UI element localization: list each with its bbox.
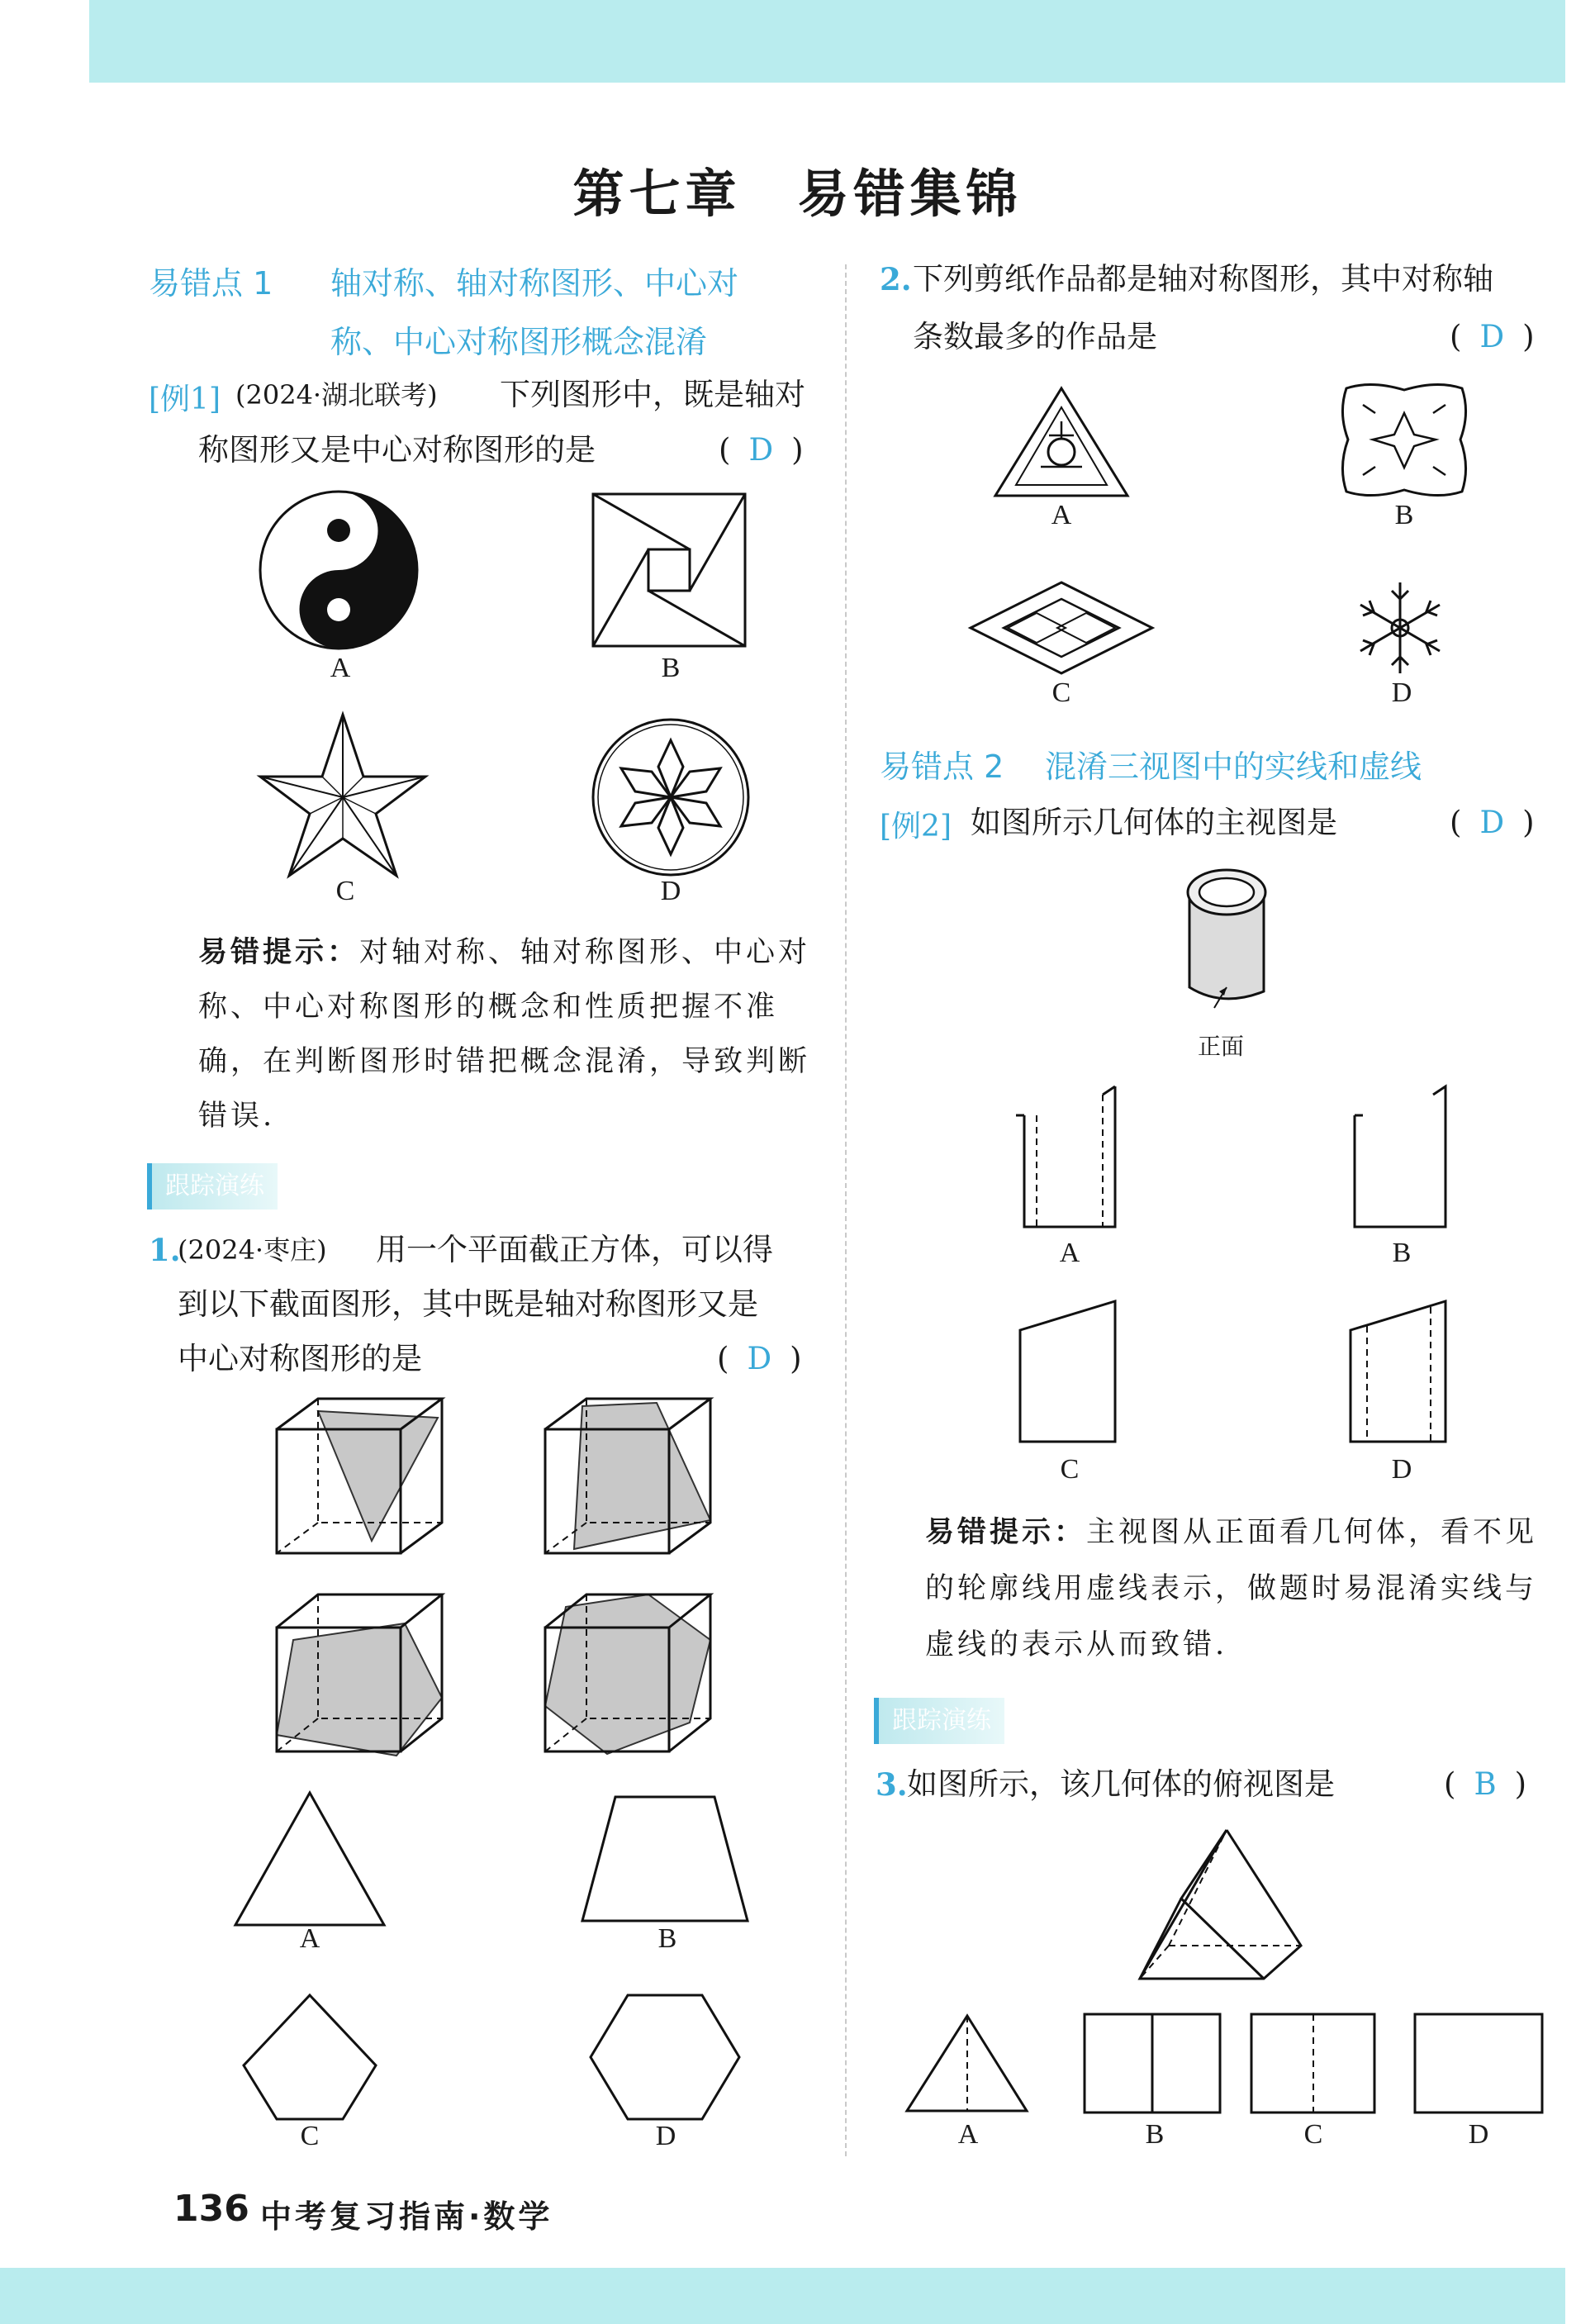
q1-source: (2024·枣庄) [178,1234,327,1266]
figure-star [256,711,430,876]
example1-answer: D [748,432,774,468]
tip1-line3: 确，在判断图形时错把概念混淆，导致判断 [198,1045,811,1078]
example2-label: [例2] [880,810,952,844]
tip1-label: 易错提示： [198,936,360,969]
example1-source: (2024·湖北联考) [235,379,438,411]
tip2-line3: 虚线的表示从而致错. [925,1628,1228,1661]
q1-line3: 中心对称图形的是 [178,1341,422,1376]
q2-option-a: A [1051,500,1072,530]
tip2-line2: 的轮廓线用虚线表示，做题时易混淆实线与 [925,1572,1538,1605]
example2-option-d-view [1346,1297,1454,1446]
q3-option-b-view [1082,2012,1222,2115]
papercut-diamond-maze [966,578,1156,677]
section1-tag: 易错点 1 [149,265,273,302]
q2-option-b: B [1394,500,1414,530]
example1-option-c: C [335,876,355,906]
example1-label: [例1] [149,383,221,416]
example2-answer: D [1479,805,1505,840]
q1-option-c-pentagon [240,1991,380,2123]
example2-text: 如图所示几何体的主视图是 [971,805,1337,840]
section2-title: 混淆三视图中的实线和虚线 [1045,749,1422,785]
q3-number: 3. [876,1766,908,1803]
q1-option-b-trapezoid [578,1793,752,1925]
example1-text-line2: 称图形又是中心对称图形的是 [198,432,596,468]
q2-line2: 条数最多的作品是 [913,319,1157,354]
tip1-line1: 易错提示：对轴对称、轴对称图形、中心对 [198,936,811,969]
example1-answer-bracket: ( D ) [719,432,804,468]
q2-option-d: D [1391,677,1412,708]
q3-option-c-view [1249,2012,1377,2115]
q2-line1: 下列剪纸作品都是轴对称图形，其中对称轴 [913,261,1493,297]
example2-option-c-view [1016,1297,1123,1446]
q3-answer: B [1474,1766,1497,1802]
q3-option-d-view [1412,2012,1545,2115]
papercut-square-star [1338,380,1470,500]
q3-option-a-view [903,2012,1031,2115]
section1-title-line1: 轴对称、轴对称图形、中心对 [330,265,739,302]
q3-text: 如图所示，该几何体的俯视图是 [907,1766,1335,1802]
figure-pinwheel-square [591,492,748,649]
example1-text-line1: 下列图形中，既是轴对 [500,377,805,412]
figure-flower-circle [591,717,752,878]
papercut-triangle-knot [991,384,1132,500]
section2-tag: 易错点 2 [880,749,1004,785]
q3-option-a: A [957,2119,979,2150]
q2-answer-bracket: ( D ) [1450,319,1535,354]
page-right-margin [1565,0,1595,2324]
page-bottom-band [0,2268,1595,2324]
track-label-left: 跟踪演练 [147,1163,278,1210]
q1-answer-bracket: ( D ) [717,1341,802,1376]
tip2-line1: 易错提示：主视图从正面看几何体，看不见 [925,1516,1538,1549]
q2-answer: D [1479,319,1505,354]
book-title: 中考复习指南·数学 [260,2198,553,2235]
papercut-snowflake [1346,578,1454,677]
q3-answer-bracket: ( B ) [1444,1766,1527,1802]
hollow-cylinder-figure [1181,863,1289,1012]
example2-option-a-view [1012,1082,1119,1231]
track-label-right: 跟踪演练 [874,1698,1004,1744]
q2-number: 2. [880,261,912,297]
page-left-margin [0,0,89,2324]
q3-option-b: B [1145,2119,1165,2150]
prism-figure [1136,1826,1305,1983]
figure-yin-yang [256,487,421,653]
tip1-line2: 称、中心对称图形的概念和性质把握不准 [198,991,779,1024]
example2-option-a: A [1059,1238,1080,1268]
example2-option-b-view [1346,1082,1454,1231]
example1-option-d: D [660,876,681,906]
q1-option-c: C [300,2121,320,2151]
chapter-title: 第七章 易错集锦 [572,164,1023,224]
example1-option-b: B [661,653,681,683]
q1-option-d-hexagon [586,1991,743,2123]
example2-answer-bracket: ( D ) [1450,805,1535,840]
column-divider [845,264,847,2156]
section1-title-line2: 称、中心对称图形概念混淆 [330,324,708,360]
front-view-label: 正面 [1198,1033,1245,1060]
cube-section-quad [541,1396,714,1553]
tip2-label: 易错提示： [925,1516,1087,1549]
q3-option-c: C [1303,2119,1323,2150]
q2-option-c: C [1051,677,1071,708]
example1-option-a: A [330,653,351,683]
example2-option-d: D [1391,1454,1412,1485]
q1-number: 1. [149,1232,181,1268]
cube-section-hexagon [541,1590,714,1756]
cube-section-pentagon [273,1590,446,1756]
tip1-line4: 错误. [198,1100,276,1133]
example2-option-c: C [1060,1454,1080,1485]
page-top-band [0,0,1595,83]
q1-option-b: B [657,1923,677,1954]
q1-option-a: A [299,1923,320,1954]
q1-answer: D [747,1341,772,1376]
page-number: 136 [173,2188,249,2230]
q1-option-a-triangle [231,1789,388,1929]
example2-option-b: B [1392,1238,1412,1268]
cube-section-triangle [273,1396,446,1553]
q1-line1: 用一个平面截正方体，可以得 [376,1232,773,1267]
q1-option-d: D [655,2121,676,2151]
q3-option-d: D [1468,2119,1489,2150]
q1-line2: 到以下截面图形，其中既是轴对称图形又是 [178,1286,758,1322]
